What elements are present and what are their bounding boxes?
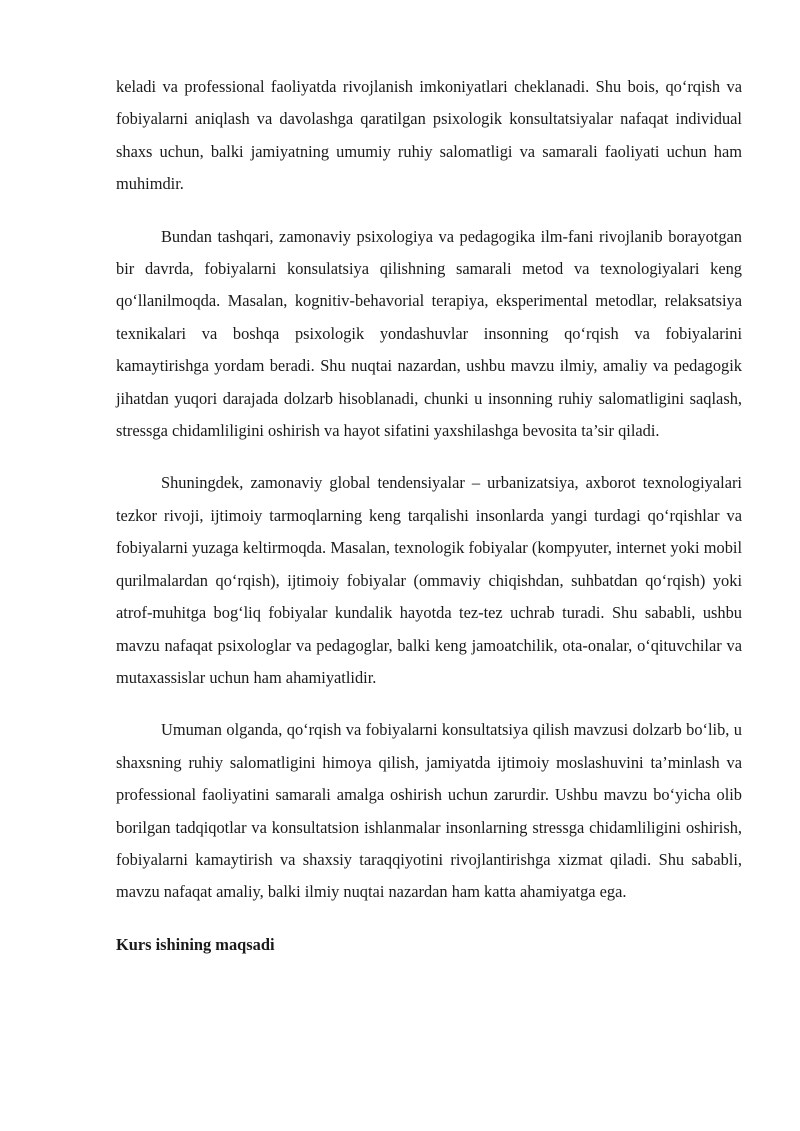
document-page bbox=[116, 71, 742, 961]
paragraph-3: Shuningdek, zamonaviy global tendensiyalar – urbanizatsiya, axborot texnologiyalari tezkor rivoji, ijtimoiy tarmoqlarning keng tarqalishi insonlarda yangi turdagi qo‘rqishlar va fobiyalarni yuzaga keltirmoqda. Masalan, texnologik fobiyalar (kompyuter, internet yoki mobil qurilmalardan qo‘rqish), ijtimoiy fobiyalar (ommaviy chiqishdan, suhbatdan qo‘rqish) yoki atrof-muhitga bog‘liq fobiyalar kundalik hayotda tez-tez uchrab turadi. Shu sababli, ushbu mavzu nafaqat psixologlar va pedagoglar, balki keng jamoatchilik, ota-onalar, o‘qituvchilar va mutaxassislar uchun ham ahamiyatlidir. bbox=[116, 473, 742, 687]
paragraph-2: Bundan tashqari, zamonaviy psixologiya va pedagogika ilm-fani rivojlanib borayotgan bir davrda, fobiyalarni konsulatsiya qilishning samarali metod va texnologiyalari keng qo‘llanilmoqda. Masalan, kognitiv-behavorial terapiya, eksperimental metodlar, relaksatsiya texnikalari va boshqa psixologik yondashuvlar insonning qo‘rqish va fobiyalarini kamaytirishga yordam beradi. Shu nuqtai nazardan, ushbu mavzu ilmiy, amaliy va pedagogik jihatdan yuqori darajada dolzarb hisoblanadi, chunki u insonning ruhiy salomatligini saqlash, stressga chidamliligini oshirish va hayot sifatini yaxshilashga bevosita ta’sir qiladi. bbox=[116, 226, 742, 441]
paragraph-4: Umuman olganda, qo‘rqish va fobiyalarni konsultatsiya qilish mavzusi dolzarb bo‘lib, u shaxsning ruhiy salomatligini himoya qilish, jamiyatda ijtimoiy moslashuvini ta’minlash va professional faoliyatini samarali amalga oshirish uchun zarurdir. Ushbu mavzu bo‘yicha olib borilgan tadqiqotlar va konsultatsion ishlanmalar insonlarning stressga chidamliligini oshirish, fobiyalarni kamaytirish va shaxsiy taraqqiyotini rivojlantirishga xizmat qiladi. Shu sababli, mavzu nafaqat amaliy, balki ilmiy nuqtai nazardan ham katta ahamiyatga ega. bbox=[116, 720, 742, 902]
section-heading: Kurs ishining maqsadi bbox=[116, 934, 275, 954]
paragraph-1: keladi va professional faoliyatda rivojlanish imkoniyatlari cheklanadi. Shu bois, qo‘rqish va fobiyalarni aniqlash va davolashga qaratilgan psixologik konsultatsiyalar nafaqat individual shaxs uchun, balki jamiyatning umumiy ruhiy salomatligi va samarali faoliyati uchun ham muhimdir. bbox=[116, 77, 742, 194]
